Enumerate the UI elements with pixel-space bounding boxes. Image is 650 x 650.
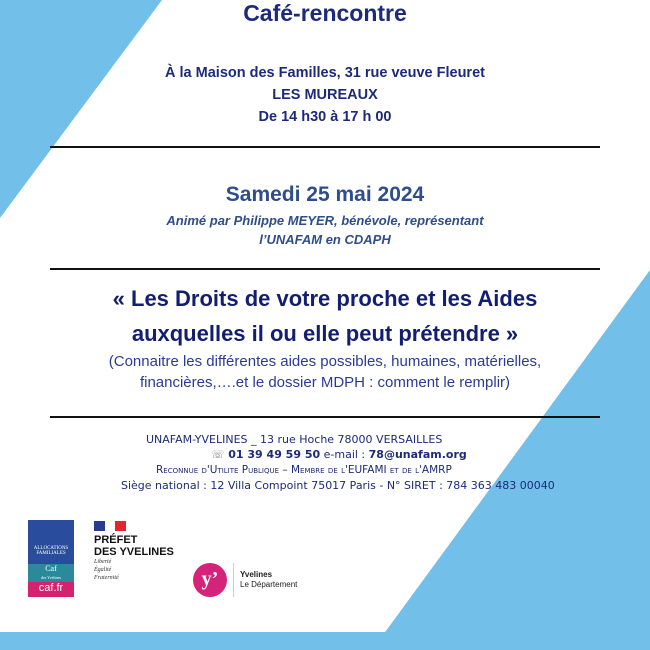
page-title: Café-rencontre	[243, 0, 407, 26]
divider	[50, 268, 600, 270]
divider	[50, 416, 600, 418]
yvelines-logo: y’ Yvelines Le Département	[193, 563, 297, 597]
topic-sub-2: financières,….et le dossier MDPH : comment le remplir)	[139, 374, 511, 391]
phone-number: 01 39 49 59 50	[228, 448, 321, 461]
caf-logo: ALLOCATIONS FAMILIALES Caf des Yvelines caf.fr	[28, 520, 74, 597]
flag-icon	[94, 521, 126, 531]
event-date: Samedi 25 mai 2024	[225, 183, 425, 206]
host-line-1: Animé par Philippe MEYER, bénévole, représentant	[166, 213, 484, 228]
topic-sub-1: (Connaitre les différentes aides possibles, humaines, matérielles,	[108, 353, 542, 370]
topic-title-1: « Les Droits de votre proche et les Aides	[112, 286, 538, 311]
footer-contact	[211, 448, 467, 461]
email-link[interactable]: 78@unafam.org	[368, 448, 467, 461]
location-city: LES MUREAUX	[272, 87, 378, 103]
phone-icon: ☏	[211, 448, 225, 461]
footer-recognition: Reconnue d'Utilite Publique – Membre de l'EUFAMI et de l'AMRP	[156, 464, 452, 476]
email-label: e-mail :	[323, 448, 366, 461]
location-address: À la Maison des Familles, 31 rue veuve Fleuret	[165, 65, 485, 81]
topic-title-2: auxquelles il ou elle peut prétendre »	[131, 321, 519, 346]
event-time: De 14 h30 à 17 h 00	[258, 109, 392, 125]
host-line-2: l’UNAFAM en CDAPH	[259, 232, 391, 247]
footer-siege: Siège national : 12 Villa Compoint 75017 Paris - N° SIRET : 784 363 483 00040	[121, 479, 555, 492]
footer-address: UNAFAM-YVELINES _ 13 rue Hoche 78000 VERSAILLES	[146, 433, 443, 446]
divider	[50, 146, 600, 148]
prefet-logo: PRÉFET DES YVELINES Liberté Égalité Fraternité	[94, 521, 174, 582]
